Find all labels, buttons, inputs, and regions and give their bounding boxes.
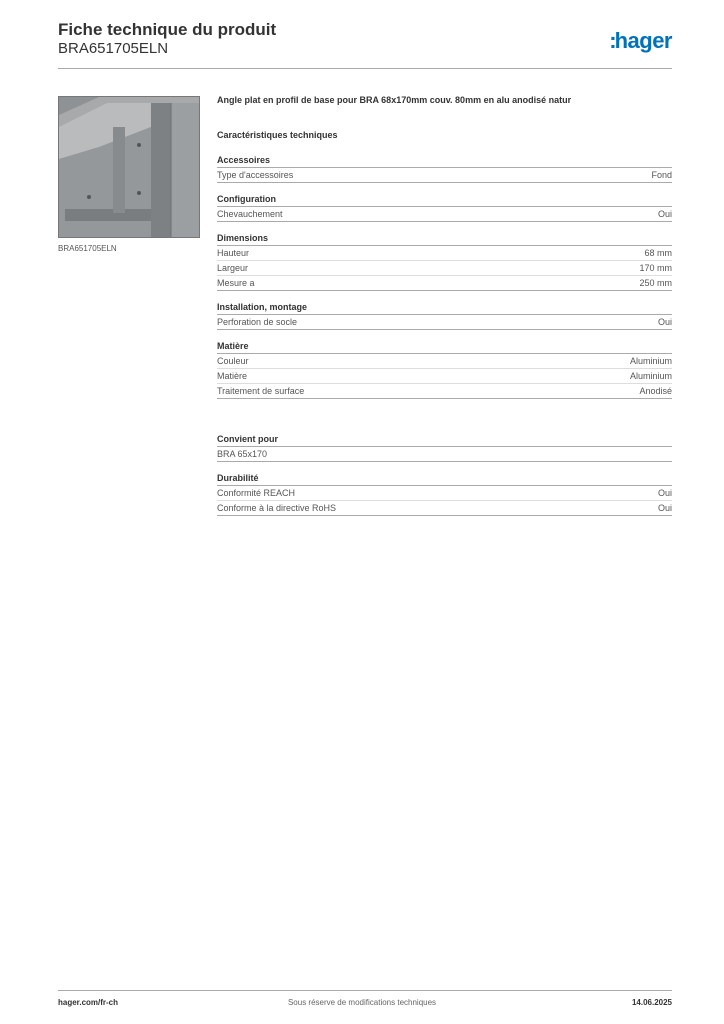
row-label: Conforme à la directive RoHS (217, 503, 337, 513)
table-row (217, 354, 672, 369)
product-description: Angle plat en profil de base pour BRA 68x170mm couv. 80mm en alu anodisé natur (217, 95, 572, 105)
product-photo-flat-angle-icon (59, 97, 200, 238)
row-label: BRA 65x170 (217, 449, 268, 459)
section-convient-pour (217, 432, 672, 462)
row-label: Conformité REACH (217, 488, 296, 498)
logo-dots-icon: : (609, 28, 615, 53)
image-caption: BRA651705ELN (58, 244, 117, 253)
row-value: Oui (657, 503, 672, 513)
table-row (217, 486, 672, 501)
table-row (217, 315, 672, 330)
table-row (217, 207, 672, 222)
row-value: Oui (657, 317, 672, 327)
section-title: Durabilité (217, 471, 672, 486)
section-matiere (217, 339, 672, 399)
row-value: Aluminium (629, 356, 672, 366)
table-row (217, 447, 672, 462)
row-label: Matière (217, 371, 248, 381)
row-value: Fond (651, 170, 672, 180)
footer-divider (58, 990, 672, 991)
hager-logo[interactable] (609, 28, 672, 54)
technical-data (217, 95, 672, 525)
section-title: Configuration (217, 192, 672, 207)
row-value: 250 mm (639, 278, 672, 288)
section-configuration (217, 192, 672, 222)
section-title: Dimensions (217, 231, 672, 246)
characteristics-title: Caractéristiques techniques (217, 130, 338, 140)
table-row (217, 501, 672, 516)
product-reference: BRA651705ELN (58, 40, 169, 57)
row-value: 170 mm (639, 263, 672, 273)
row-label: Chevauchement (217, 209, 283, 219)
section-title: Convient pour (217, 432, 672, 447)
section-title: Installation, montage (217, 300, 672, 315)
section-installation (217, 300, 672, 330)
logo-text: hager (614, 28, 672, 53)
footer-date: 14.06.2025 (631, 998, 672, 1007)
table-row (217, 276, 672, 291)
table-row (217, 261, 672, 276)
header-divider (58, 68, 672, 69)
row-label: Perforation de socle (217, 317, 298, 327)
page-title: Fiche technique du produit (58, 20, 277, 39)
section-accessoires (217, 153, 672, 183)
row-value: Anodisé (639, 386, 672, 396)
section-durabilite (217, 471, 672, 516)
section-title: Matière (217, 339, 672, 354)
row-label: Mesure a (217, 278, 255, 288)
row-value: 68 mm (644, 248, 672, 258)
row-label: Largeur (217, 263, 249, 273)
table-row (217, 168, 672, 183)
row-value: Oui (657, 209, 672, 219)
row-value: Aluminium (629, 371, 672, 381)
product-image (58, 96, 200, 238)
row-value: Oui (657, 488, 672, 498)
row-label: Couleur (217, 356, 249, 366)
footer-website-link[interactable]: hager.com/fr-ch (58, 998, 119, 1007)
section-title: Accessoires (217, 153, 672, 168)
row-label: Type d'accessoires (217, 170, 294, 180)
table-row (217, 384, 672, 399)
footer-disclaimer: Sous réserve de modifications techniques (287, 998, 437, 1007)
section-dimensions (217, 231, 672, 291)
table-row (217, 246, 672, 261)
row-label: Traitement de surface (217, 386, 305, 396)
row-label: Hauteur (217, 248, 250, 258)
table-row (217, 369, 672, 384)
